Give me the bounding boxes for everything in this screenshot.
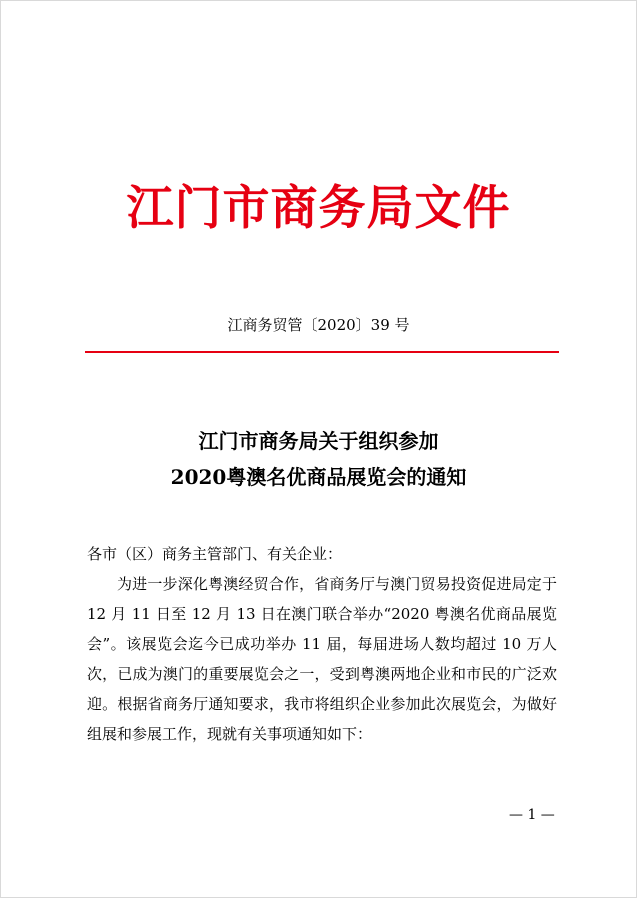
notice-title-line-1: 江门市商务局关于组织参加 (198, 429, 439, 453)
body-paragraph: 为进一步深化粤澳经贸合作，省商务厅与澳门贸易投资促进局定于 12 月 11 日至 12 月 13 日在澳门联合举办“2020 粤澳名优商品展览会”。该展览会迄今已成功举办 11 届，每届进场人数均超过 10 万人次，已成为澳门的重要展览会之一，受到粤澳两地企业和市民的广泛欢迎。根据省商务厅通知要求，我市将组织企业参加此次展览会，为做好组展和参展工作，现就有关事项通知如下： (87, 575, 557, 743)
page-number: — 1 — (509, 807, 555, 823)
notice-title (1, 423, 636, 495)
salutation: 各市（区）商务主管部门、有关企业： (87, 545, 343, 563)
issuer-header-title: 江门市商务局文件 (126, 181, 511, 236)
document-number: 江商务贸管〔2020〕39 号 (227, 316, 410, 334)
red-separator-line (85, 351, 559, 353)
notice-title-line-2: 2020粤澳名优商品展览会的通知 (170, 465, 467, 489)
notice-body (87, 539, 557, 749)
